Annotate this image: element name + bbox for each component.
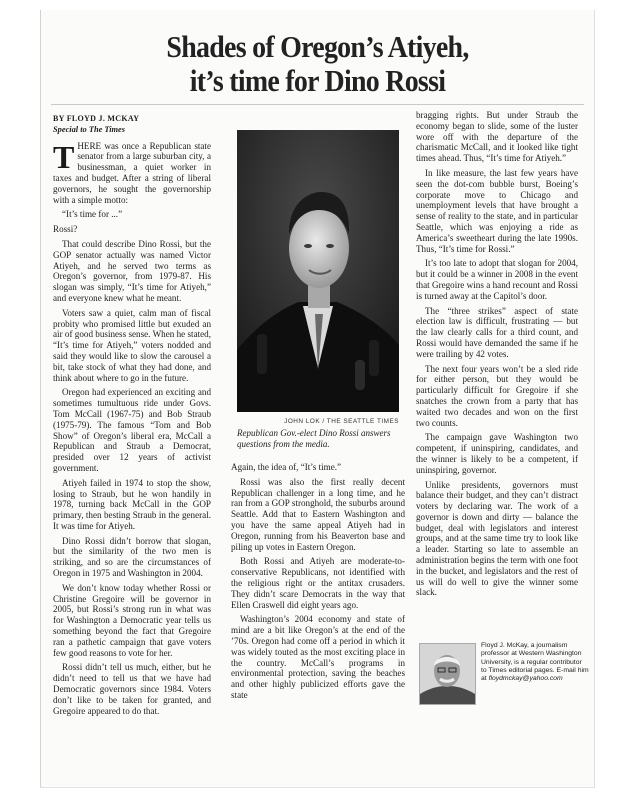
photo-caption: Republican Gov.-elect Dino Rossi answers questions from the media. bbox=[237, 428, 391, 449]
photo-credit: JOHN LOK / THE SEATTLE TIMES bbox=[284, 418, 399, 425]
paragraph: The “three strikes” aspect of state election law is difficult, frustrating — but the law clearly calls for a third count, and Rossi would have demanded the same if he were trailing by 42 votes. bbox=[416, 305, 578, 359]
paragraph: Rossi didn’t tell us much, either, but he didn’t need to tell us that we have had Democratic governors since 1984. Voters don’t like to be taken for granted, and Gregoire appeared to do that. bbox=[53, 662, 211, 716]
byline: BY FLOYD J. MCKAY bbox=[53, 114, 140, 123]
paragraph: Washington’s 2004 economy and state of mind are a bit like Oregon’s at the end of the ’70s. Oregon had come off a period in which it was widely touted as the most exciting place in the country. McCall’s programs in environmental protection, saving the beaches and other highly publicized efforts gave the state bbox=[231, 614, 405, 700]
author-headshot-illustration bbox=[420, 644, 475, 704]
paragraph: “It’s time for ...” bbox=[62, 209, 123, 220]
article-column-2 bbox=[231, 462, 405, 782]
paragraph: THERE was once a Republican state senator from a large suburban city, a businessman, a quiet worker in taxes and budget. After a string of liberal governors, he sought the governorship with a simple motto: bbox=[53, 138, 211, 205]
paragraph: That could describe Dino Rossi, but the GOP senator actually was named Victor Atiyeh, and he served two terms as Oregon’s governor, from 1979-87. His slogan was simply, “It’s time for Atiyeh,” and everyone knew what he meant. bbox=[53, 238, 211, 303]
paragraph: It’s too late to adopt that slogan for 2004, but it could be a winner in 2008 in the event that Gregoire wins a hand recount and Rossi is turned away at the Capitol’s door. bbox=[416, 258, 578, 301]
byline-affiliation: Special to The Times bbox=[53, 124, 126, 134]
paragraph: The campaign gave Washington two competent, if uninspiring, candidates, and the winner is likely to be a competent, if uninspiring, governor. bbox=[416, 432, 578, 475]
paragraph: Dino Rossi didn’t borrow that slogan, but the similarity of the two men is striking, and so are the circumstances of Oregon in 1975 and Washington in 2004. bbox=[53, 535, 211, 579]
paragraph: Oregon had experienced an exciting and sometimes tumultuous ride under Govs. Tom McCall (1967-75) and Bob Straub (1975-79). The famous “Tom and Bob Show” of Oregon’s liberal era, McCall a Republican and Straub a Democrat, presided over 12 years of activist government. bbox=[53, 387, 211, 473]
headline-rule bbox=[51, 104, 584, 105]
headline-line-2: it’s time for Dino Rossi bbox=[189, 63, 446, 98]
headline-line-1: Shades of Oregon’s Atiyeh, bbox=[166, 29, 469, 64]
paragraph: Again, the idea of, “It’s time.” bbox=[231, 462, 342, 472]
drop-cap: T bbox=[53, 138, 75, 175]
photo-illustration bbox=[237, 130, 399, 412]
paragraph: In like measure, the last few years have seen the dot-com bubble burst, Boeing’s corporate move to Chicago and unemployment levels that have brought a sense of reality to the state, and in particular Seattle, which was enjoying a ride as America’s sweetheart during the late 1990s. Thus, “It’s time for Rossi.” bbox=[416, 167, 578, 254]
paragraph: bragging rights. But under Straub the economy began to slide, some of the luster wore off with the departure of the charismatic McCall, and it looked like tight times ahead. Thus, “It’s time for Atiyeh.” bbox=[416, 110, 578, 164]
paragraph: Rossi was also the first really decent Republican challenger in a long time, and he ran from a GOP stronghold, the suburbs around Seattle. Add that to Eastern Washington and you have the same appeal Atiyeh had in Oregon, running from his Beaverton base and piling up votes in Eastern Oregon. bbox=[231, 476, 405, 552]
newspaper-clipping bbox=[40, 10, 595, 788]
rossi-photo bbox=[237, 130, 399, 412]
author-email: floydmckay@yahoo.com bbox=[488, 675, 563, 683]
author-bio bbox=[481, 642, 589, 683]
article-column-1 bbox=[53, 110, 211, 782]
paragraph: Unlike presidents, governors must balance their budget, and they can’t distract voters by declaring war. The work of a governor is down and dirty — balance the budget, deal with legislators and interest groups, and at the same time try to look like a leader. Starting so late to assemble an administration begins the term with one foot in the bucket, and legislators and the rest of us will do well to give the winner some slack. bbox=[416, 479, 578, 598]
paragraph: The next four years won’t be a sled ride for either person, but they would be particularly difficult for Gregoire if she snatches the crown from a party that has waited two decades and won on the first two counts. bbox=[416, 363, 578, 428]
paragraph: Atiyeh failed in 1974 to stop the show, losing to Straub, but he won handily in 1978, turning back McCall in the GOP primary, then besting Straub in the general. It was time for Atiyeh. bbox=[53, 477, 211, 531]
paragraph: Rossi? bbox=[53, 224, 78, 235]
headline bbox=[69, 30, 567, 98]
author-bio-text: Floyd J. McKay, a journalism professor at Western Washington University, is a regular contributor to Times editorial pages. E-mail him at bbox=[481, 642, 589, 683]
author-headshot bbox=[419, 643, 476, 705]
paragraph: Voters saw a quiet, calm man of fiscal probity who promised little but exuded an air of good business sense. When he stated, “It’s time for Atiyeh,” voters nodded and said they would like to slow the carousel a bit, take stock of what they had done, and think about where to go in the future. bbox=[53, 307, 211, 383]
paragraph: Both Rossi and Atiyeh are moderate-to-conservative Republicans, not identified with the religious right or the antitax crusaders. They didn’t scare Democrats in the way that Ellen Craswell did eight years ago. bbox=[231, 556, 405, 610]
paragraph: We don’t know today whether Rossi or Christine Gregoire will be governor in 2005, but Rossi’s strong run in what was for Washington a Democratic year tells us something beyond the fact that Gregoire ran a pathetic campaign that gave voters few good reasons to vote for her. bbox=[53, 582, 211, 658]
